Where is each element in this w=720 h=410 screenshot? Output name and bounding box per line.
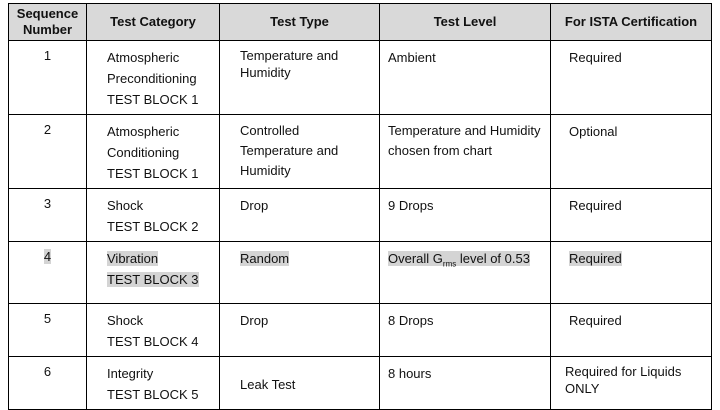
header-test-type: Test Type	[220, 4, 380, 41]
test-type-text: Leak Test	[240, 376, 296, 392]
header-ista-certification: For ISTA Certification	[551, 4, 712, 41]
block-text: TEST BLOCK 3	[107, 272, 199, 287]
test-block-label: TEST BLOCK 5	[107, 387, 199, 402]
cell-category	[87, 115, 220, 189]
cell-certification	[551, 242, 712, 304]
table-row	[9, 242, 712, 304]
cell-test-level	[380, 115, 551, 189]
cell-test-type	[220, 189, 380, 242]
category-line: Shock	[107, 313, 144, 328]
category-line: Conditioning	[107, 145, 180, 160]
table-header-row	[9, 4, 712, 41]
test-type-text: Temperature and Humidity	[240, 48, 339, 80]
cell-category	[87, 357, 220, 410]
cell-category	[87, 304, 220, 357]
certification-text: Required	[569, 313, 622, 328]
test-block-label: TEST BLOCK 1	[107, 92, 199, 107]
cell-test-level	[380, 189, 551, 242]
test-block-label	[107, 269, 215, 290]
test-type-text: Controlled Temperature and Humidity	[240, 123, 339, 178]
cell-test-type	[220, 357, 380, 410]
cell-sequence: 3	[9, 189, 87, 242]
cell-test-type	[220, 304, 380, 357]
certification-text: Required	[569, 198, 622, 213]
cell-sequence: 6	[9, 357, 87, 410]
cell-certification	[551, 189, 712, 242]
test-block-label: TEST BLOCK 4	[107, 334, 199, 349]
test-type-text: Random	[240, 251, 290, 266]
cell-sequence: 2	[9, 115, 87, 189]
test-level-text: 8 Drops	[388, 313, 434, 328]
test-block-label: TEST BLOCK 1	[107, 166, 199, 181]
certification-text: Required	[569, 251, 622, 266]
test-level-text	[388, 251, 530, 269]
sequence-text: 4	[43, 249, 52, 264]
test-type-text: Drop	[240, 198, 269, 213]
category-line: Shock	[107, 198, 144, 213]
test-sequence-table	[8, 3, 712, 410]
cell-test-level	[380, 304, 551, 357]
test-level-text: 8 hours	[388, 366, 432, 381]
certification-text: Optional	[569, 124, 618, 139]
cell-test-type	[220, 41, 380, 115]
certification-text: Required	[569, 50, 622, 65]
header-sequence-number: Sequence Number	[9, 4, 87, 41]
level-prefix: Overall G	[388, 251, 443, 266]
table-row	[9, 41, 712, 115]
cell-certification	[551, 115, 712, 189]
category-line: Atmospheric	[107, 50, 180, 65]
category-line: Preconditioning	[107, 71, 197, 86]
cell-sequence: 1	[9, 41, 87, 115]
cell-category	[87, 242, 220, 304]
category-line: Atmospheric	[107, 124, 180, 139]
level-subscript: rms	[442, 259, 457, 269]
cell-test-level	[380, 357, 551, 410]
cell-certification	[551, 357, 712, 410]
table-row	[9, 189, 712, 242]
table-row	[9, 115, 712, 189]
test-block-label: TEST BLOCK 2	[107, 219, 199, 234]
cell-category	[87, 41, 220, 115]
test-level-text: 9 Drops	[388, 198, 434, 213]
cell-sequence	[9, 242, 87, 304]
test-level-text: Ambient	[388, 50, 436, 65]
cell-certification	[551, 41, 712, 115]
cell-certification	[551, 304, 712, 357]
header-test-category: Test Category	[87, 4, 220, 41]
cell-category	[87, 189, 220, 242]
header-test-level: Test Level	[380, 4, 551, 41]
test-type-text: Drop	[240, 313, 269, 328]
test-level-text: Temperature and Humidity chosen from chart	[388, 123, 541, 158]
cell-test-type	[220, 115, 380, 189]
test-sequence-table-container	[8, 3, 712, 410]
category-text: Vibration	[107, 251, 159, 266]
table-row	[9, 357, 712, 410]
category-line: Integrity	[107, 366, 154, 381]
level-suffix: level of 0.53	[456, 251, 530, 266]
cell-sequence: 5	[9, 304, 87, 357]
cell-test-type	[220, 242, 380, 304]
category-line	[107, 248, 215, 269]
certification-text: Required for Liquids ONLY	[565, 364, 682, 396]
cell-test-level	[380, 41, 551, 115]
cell-test-level	[380, 242, 551, 304]
table-row	[9, 304, 712, 357]
